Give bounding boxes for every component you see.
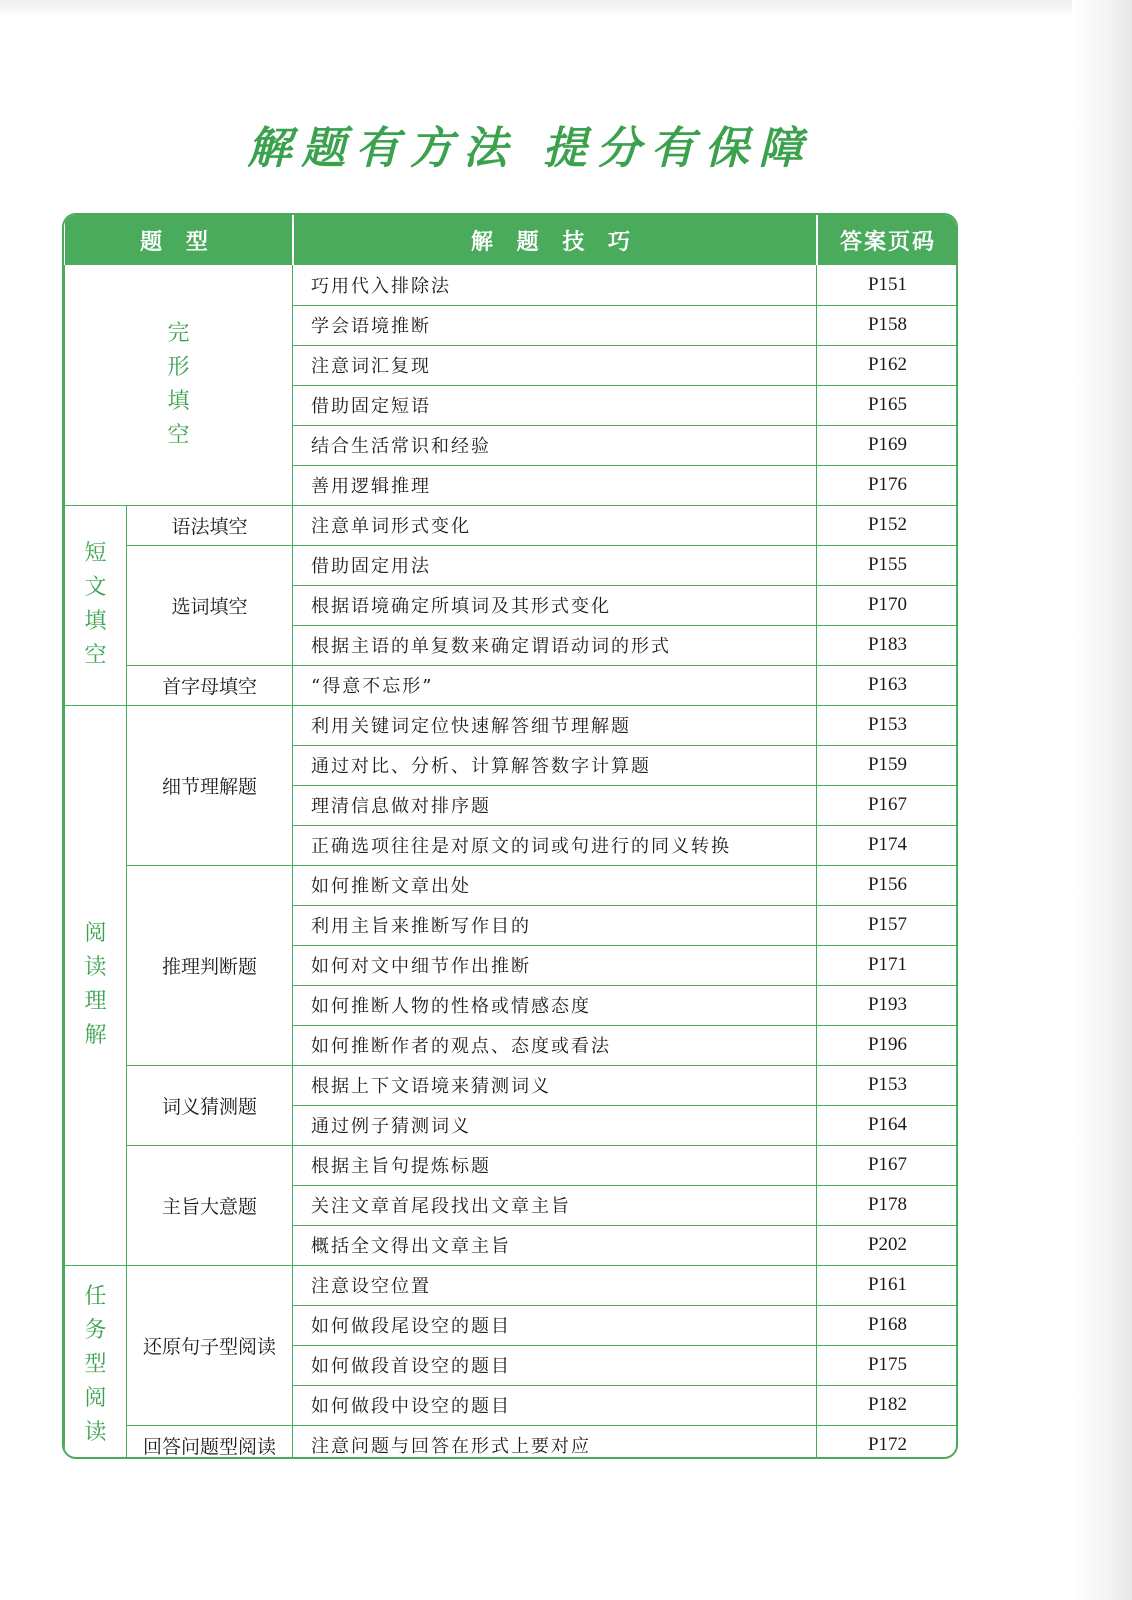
page-cell: P167 <box>817 785 958 825</box>
page-cell: P167 <box>817 1145 958 1185</box>
page-cell: P196 <box>817 1025 958 1065</box>
technique-cell: 如何做段中设空的题目 <box>293 1385 817 1425</box>
page-title: 解题有方法 提分有保障 <box>247 123 813 174</box>
technique-cell: 学会语境推断 <box>293 305 817 345</box>
subtype-initial-letter: 首字母填空 <box>127 665 293 705</box>
subtype-inference: 推理判断题 <box>127 865 293 1065</box>
technique-cell: 注意问题与回答在形式上要对应 <box>293 1425 817 1459</box>
technique-cell: 注意单词形式变化 <box>293 505 817 545</box>
technique-cell: 如何推断作者的观点、态度或看法 <box>293 1025 817 1065</box>
page-cell: P171 <box>817 945 958 985</box>
page-cell: P193 <box>817 985 958 1025</box>
table-row <box>65 505 959 545</box>
page-cell: P174 <box>817 825 958 865</box>
page-cell: P151 <box>817 265 958 305</box>
technique-cell: 如何对文中细节作出推断 <box>293 945 817 985</box>
header-technique: 解 题 技 巧 <box>293 215 817 265</box>
technique-cell: 如何推断人物的性格或情感态度 <box>293 985 817 1025</box>
header-page: 答案页码 <box>817 215 958 265</box>
technique-cell: 概括全文得出文章主旨 <box>293 1225 817 1265</box>
page-cell: P182 <box>817 1385 958 1425</box>
page-cell: P163 <box>817 665 958 705</box>
technique-cell: 注意设空位置 <box>293 1265 817 1305</box>
page-cell: P168 <box>817 1305 958 1345</box>
page-cell: P183 <box>817 625 958 665</box>
table-row <box>65 545 959 585</box>
table-row <box>65 265 959 305</box>
table-row <box>65 665 959 705</box>
technique-cell: “得意不忘形” <box>293 665 817 705</box>
page-cell: P155 <box>817 545 958 585</box>
page-cell: P161 <box>817 1265 958 1305</box>
category-cloze: 完形填空 <box>65 265 293 505</box>
table-header-row <box>65 215 959 265</box>
table-row <box>65 1425 959 1459</box>
page-cell: P157 <box>817 905 958 945</box>
technique-cell: 理清信息做对排序题 <box>293 785 817 825</box>
subtype-main-idea: 主旨大意题 <box>127 1145 293 1265</box>
subtype-answer: 回答问题型阅读 <box>127 1425 293 1459</box>
technique-cell: 注意词汇复现 <box>293 345 817 385</box>
page-cell: P176 <box>817 465 958 505</box>
technique-cell: 借助固定短语 <box>293 385 817 425</box>
page-cell: P156 <box>817 865 958 905</box>
technique-cell: 如何推断文章出处 <box>293 865 817 905</box>
technique-cell: 根据主语的单复数来确定谓语动词的形式 <box>293 625 817 665</box>
page-cell: P153 <box>817 1065 958 1105</box>
subtype-word-choice: 选词填空 <box>127 545 293 665</box>
technique-cell: 如何做段首设空的题目 <box>293 1345 817 1385</box>
subtype-vocab: 词义猜测题 <box>127 1065 293 1145</box>
technique-cell: 正确选项往往是对原文的词或句进行的同义转换 <box>293 825 817 865</box>
table-row <box>65 1145 959 1185</box>
technique-cell: 通过对比、分析、计算解答数字计算题 <box>293 745 817 785</box>
technique-cell: 利用主旨来推断写作目的 <box>293 905 817 945</box>
technique-cell: 利用关键词定位快速解答细节理解题 <box>293 705 817 745</box>
subtype-detail: 细节理解题 <box>127 705 293 865</box>
technique-cell: 通过例子猜测词义 <box>293 1105 817 1145</box>
page-cell: P162 <box>817 345 958 385</box>
technique-cell: 根据上下文语境来猜测词义 <box>293 1065 817 1105</box>
page-cell: P172 <box>817 1425 958 1459</box>
technique-cell: 根据语境确定所填词及其形式变化 <box>293 585 817 625</box>
technique-cell: 善用逻辑推理 <box>293 465 817 505</box>
page-cell: P164 <box>817 1105 958 1145</box>
subtype-restore: 还原句子型阅读 <box>127 1265 293 1425</box>
techniques-table <box>62 213 958 1459</box>
page-cell: P169 <box>817 425 958 465</box>
page-cell: P152 <box>817 505 958 545</box>
technique-cell: 结合生活常识和经验 <box>293 425 817 465</box>
category-reading: 阅读理解 <box>65 705 127 1265</box>
technique-cell: 如何做段尾设空的题目 <box>293 1305 817 1345</box>
page-cell: P165 <box>817 385 958 425</box>
technique-cell: 关注文章首尾段找出文章主旨 <box>293 1185 817 1225</box>
page-cell: P153 <box>817 705 958 745</box>
scan-edge-top <box>0 0 1132 18</box>
table-row <box>65 1065 959 1105</box>
scan-edge-right <box>1072 0 1132 1600</box>
category-passage-fill: 短文填空 <box>65 505 127 705</box>
page-cell: P170 <box>817 585 958 625</box>
header-type: 题 型 <box>65 215 293 265</box>
technique-cell: 巧用代入排除法 <box>293 265 817 305</box>
technique-cell: 根据主旨句提炼标题 <box>293 1145 817 1185</box>
table-row <box>65 865 959 905</box>
page-cell: P178 <box>817 1185 958 1225</box>
category-task-reading: 任务型阅读 <box>65 1265 127 1459</box>
page-cell: P158 <box>817 305 958 345</box>
page-cell: P202 <box>817 1225 958 1265</box>
table-row <box>65 1265 959 1305</box>
table-row <box>65 705 959 745</box>
page-cell: P159 <box>817 745 958 785</box>
subtype-grammar: 语法填空 <box>127 505 293 545</box>
technique-cell: 借助固定用法 <box>293 545 817 585</box>
page-cell: P175 <box>817 1345 958 1385</box>
